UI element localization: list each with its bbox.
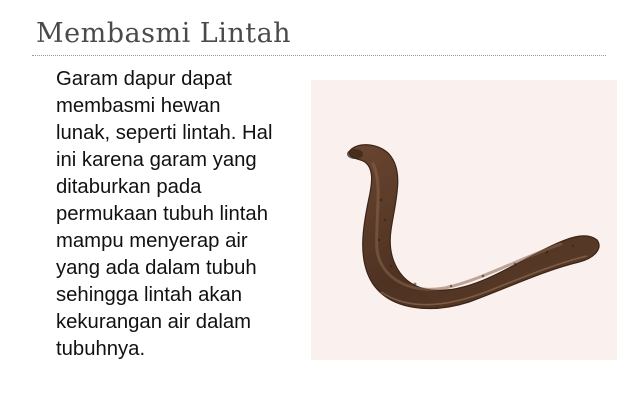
body-line: membasmi hewan [56,95,221,117]
title-divider [32,55,606,56]
body-line: ditaburkan pada [56,176,202,198]
slide-title: Membasmi Lintah [36,18,292,49]
body-line: kekurangan air dalam [56,311,252,333]
leech-body [349,145,599,309]
body-line: Garam dapur dapat [56,68,232,90]
body-line: permukaan tubuh lintah [56,203,268,225]
body-line: sehingga lintah akan [56,284,243,306]
body-line: ini karena garam yang [56,149,257,171]
leech-image [311,80,617,360]
leech-illustration [311,80,617,360]
body-line: lunak, seperti lintah. Hal [56,122,273,144]
body-paragraph [56,66,316,363]
body-line: mampu menyerap air [56,230,248,252]
body-line: tubuhnya. [56,338,146,360]
body-line: yang ada dalam tubuh [56,257,257,279]
